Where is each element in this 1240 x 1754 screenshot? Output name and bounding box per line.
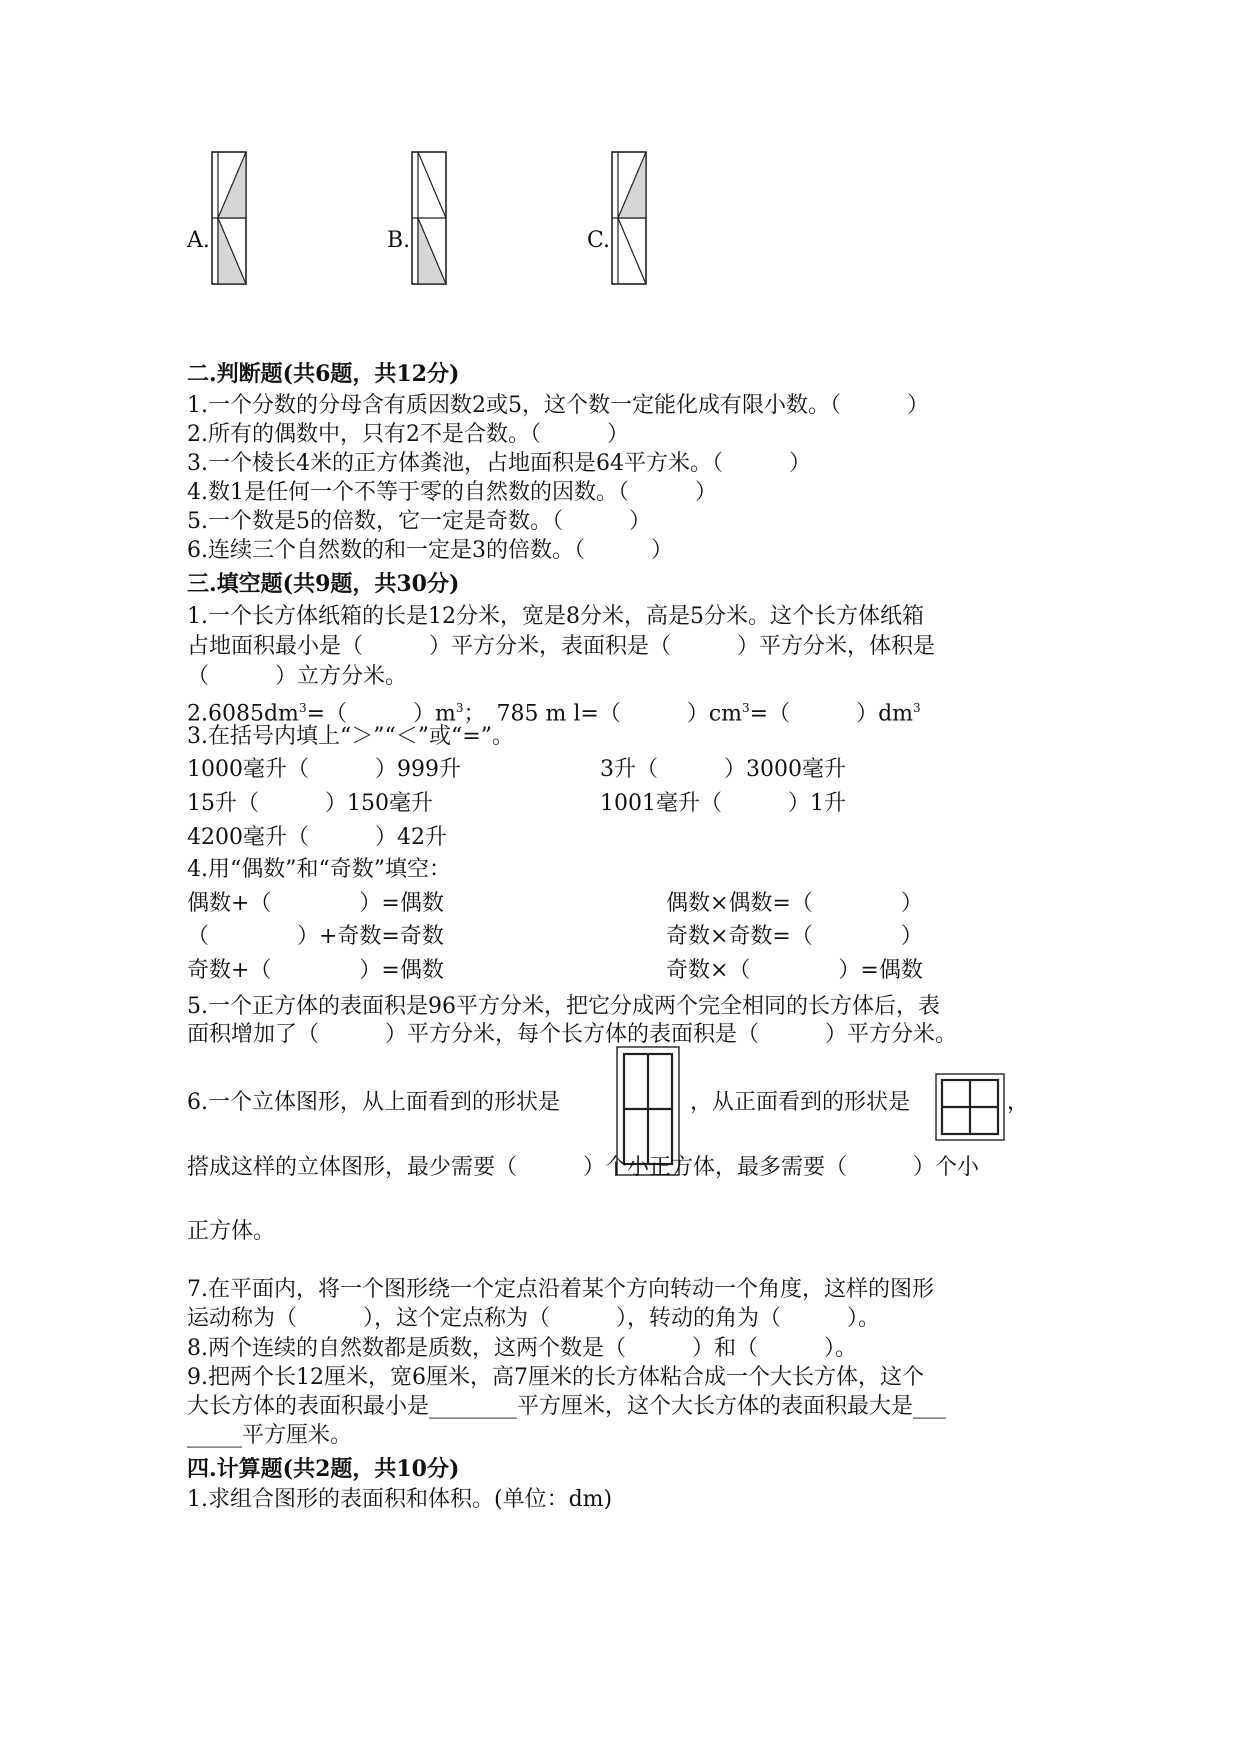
section-2-item-2: 2.所有的偶数中，只有2不是合数。（ ） [187,422,629,447]
q3-cell-3: 15升（ ）150毫升 [187,791,433,816]
q4-cell-2: 偶数×偶数=（ ） [666,891,923,916]
option-a-label: A. [187,228,210,253]
section-3-q1-line-3: （ ）立方分米。 [187,664,408,689]
section-3-q7-line-2: 运动称为（ ），这个定点称为（ ），转动的角为（ ）。 [187,1306,881,1331]
section-3-q1-line-1: 1.一个长方体纸箱的长是12分米，宽是8分米，高是5分米。这个长方体纸箱 [187,604,924,629]
section-2-title: 二.判断题(共6题，共12分) [187,361,460,387]
section-2-item-5: 5.一个数是5的倍数，它一定是奇数。（ ） [187,509,651,534]
section-4-title: 四.计算题(共2题，共10分) [187,1456,460,1482]
section-3-q9-line-2: 大长方体的表面积最小是________平方厘米，这个大长方体的表面积最大是___ [187,1394,947,1419]
option-c-figure [610,150,650,286]
section-2-item-6: 6.连续三个自然数的和一定是3的倍数。（ ） [187,538,673,563]
section-3-q8: 8.两个连续的自然数都是质数，这两个数是（ ）和（ ）。 [187,1336,857,1361]
q4-cell-6: 奇数×（ ）=偶数 [666,958,923,983]
q2-part-b: =（ ）m [306,701,456,727]
option-c-label: C. [587,228,611,253]
section-3-q6-part-2: ，从正面看到的形状是 [690,1090,911,1115]
section-4-q1: 1.求组合图形的表面积和体积。(单位：dm) [187,1487,613,1512]
option-a-figure [210,150,250,286]
section-3-q9-line-3: _____平方厘米。 [187,1423,353,1448]
q4-cell-3: （ ）+奇数=奇数 [187,924,444,949]
section-3-q7-line-1: 7.在平面内，将一个图形绕一个定点沿着某个方向转动一个角度，这样的图形 [187,1277,934,1302]
section-3-q9-line-1: 9.把两个长12厘米，宽6厘米，高7厘米的长方体粘合成一个大长方体，这个 [187,1365,924,1390]
section-3-q6-line-2: 搭成这样的立体图形，最少需要（ ）个小正方体，最多需要（ ）个小 [187,1155,980,1180]
option-b-label: B. [387,228,411,253]
q3-cell-1: 1000毫升（ ）999升 [187,757,461,782]
front-view-figure [935,1073,1007,1143]
q4-cell-5: 奇数+（ ）=偶数 [187,958,444,983]
section-2-item-1: 1.一个分数的分母含有质因数2或5，这个数一定能化成有限小数。（ ） [187,393,929,418]
q3-cell-2: 3升（ ）3000毫升 [600,757,846,782]
section-3-q5-line-2: 面积增加了（ ）平方分米，每个长方体的表面积是（ ）平方分米。 [187,1022,958,1047]
option-b-figure [410,150,450,286]
section-3-q6-part-3: ， [1007,1090,1030,1115]
section-3-q4-stem: 4.用“偶数”和“奇数”填空： [187,857,451,882]
q2-sup-2: 3 [455,701,464,715]
section-3-q1-line-2: 占地面积最小是（ ）平方分米，表面积是（ ）平方分米，体积是 [187,634,936,659]
q2-sup-3: 3 [742,701,750,715]
section-3-title: 三.填空题(共9题，共30分) [187,571,460,597]
q4-cell-1: 偶数+（ ）=偶数 [187,891,444,916]
q2-part-c: ； 785 m l=（ ）cm [463,701,743,727]
q2-sup-4: 3 [913,701,921,715]
section-2-item-3: 3.一个棱长4米的正方体粪池，占地面积是64平方米。（ ） [187,451,811,476]
q4-cell-4: 奇数×奇数=（ ） [666,924,923,949]
q2-part-d: =（ ）dm [749,701,914,727]
q3-cell-4: 1001毫升（ ）1升 [600,791,846,816]
section-2-item-4: 4.数1是任何一个不等于零的自然数的因数。（ ） [187,480,717,505]
section-3-q5-line-1: 5.一个正方体的表面积是96平方分米，把它分成两个完全相同的长方体后，表 [187,994,940,1019]
section-3-q6-part-1: 6.一个立体图形，从上面看到的形状是 [187,1090,560,1115]
section-3-q3-stem: 3.在括号内填上“＞”“＜”或“=”。 [187,724,514,749]
section-3-q6-line-3: 正方体。 [187,1219,276,1244]
q2-sup-1: 3 [298,701,307,715]
q3-cell-5: 4200毫升（ ）42升 [187,825,447,850]
q2-part-a: 2.6085dm [187,701,299,727]
